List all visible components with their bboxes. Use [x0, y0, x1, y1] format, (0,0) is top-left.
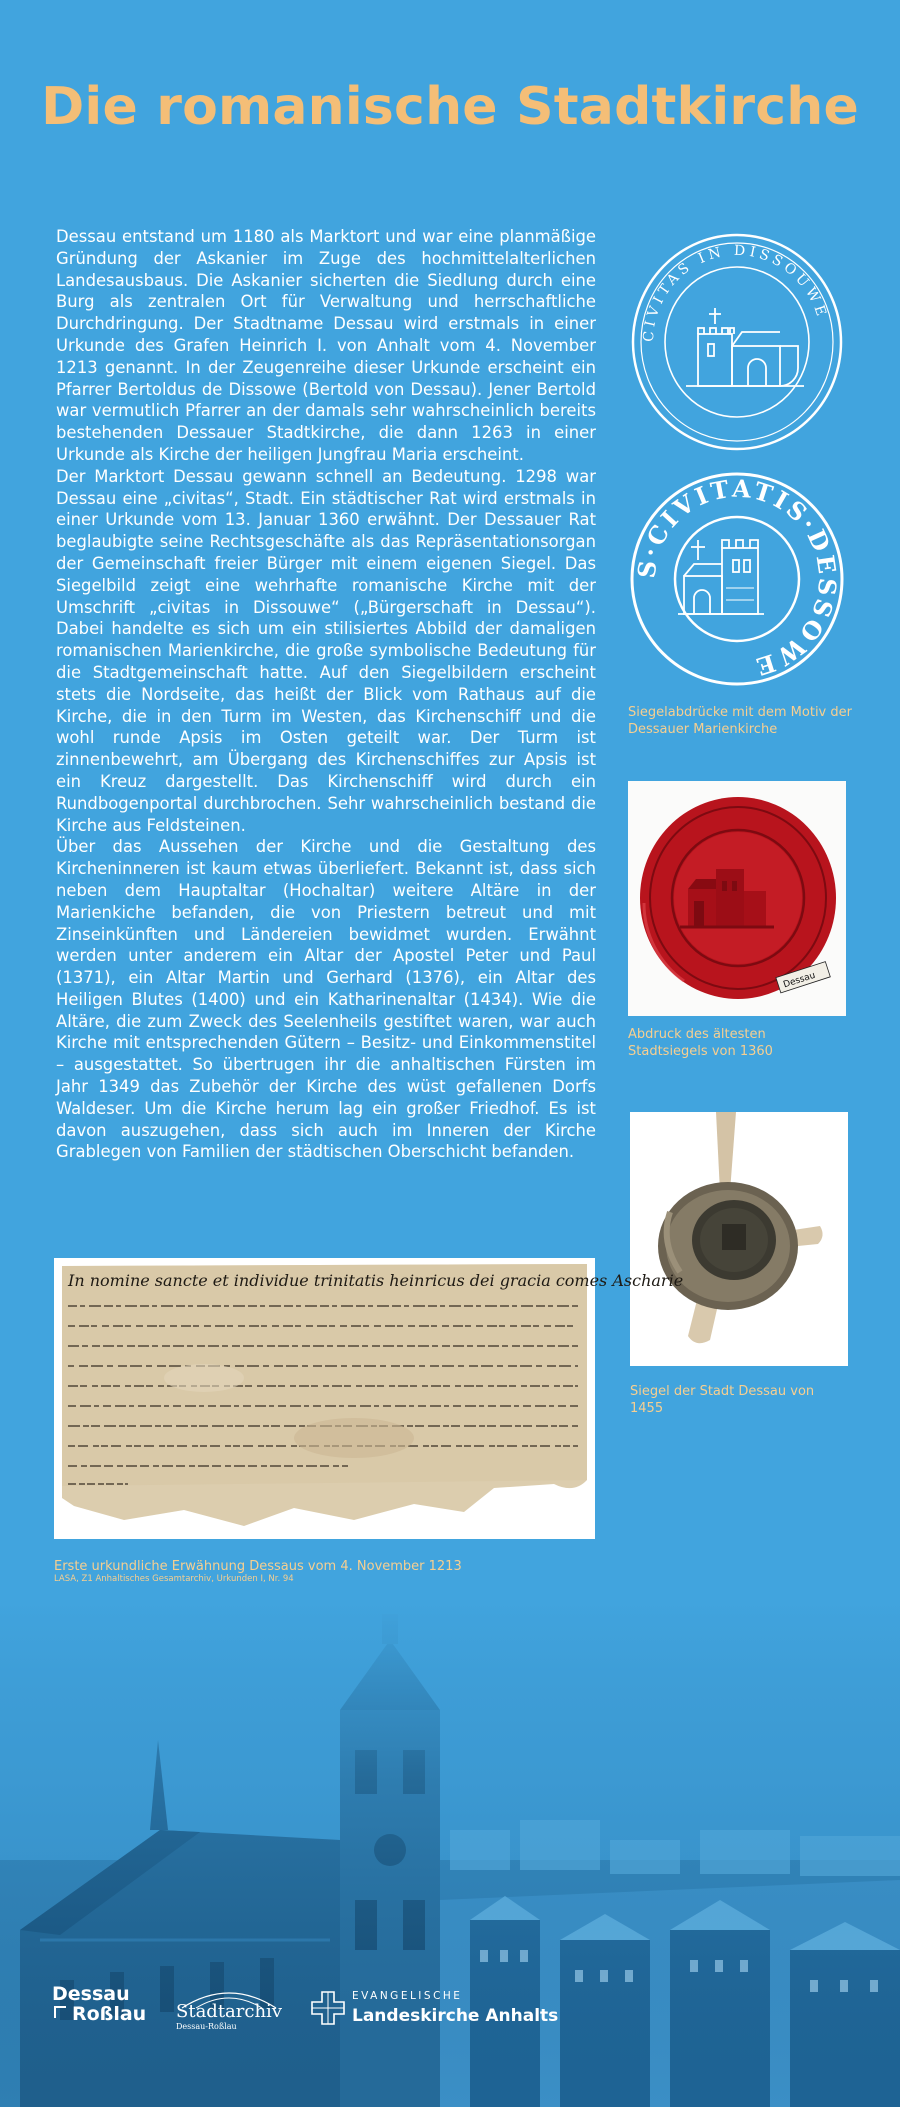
main-text	[56, 226, 596, 1163]
seal-drawing-bottom	[626, 468, 848, 690]
historic-church-photo	[0, 1600, 900, 2107]
red-seal-image	[628, 781, 846, 1016]
logo-dessau-line1: Dessau	[52, 1983, 130, 2005]
paragraph-interior: Über das Aussehen der Kirche und die Gestaltung des Kircheninneren ist kaum etwas überliefert. Bekannt ist, dass sich neben dem Hauptaltar (Hochaltar) weitere Altäre in der Marienkiche befanden, die von Priestern betreut und mit Zinseinkünften und Ländereien bewidmet wurden. Erwähnt werden unter anderem ein Altar der Apostel Peter und Paul (1371), ein Altar Martin und Gerhard (1376), ein Altar des Heiligen Blutes (1400) und ein Katharinenaltar (1434). Wie die Altäre, die zum Zweck des Seelenheils gestiftet waren, war auch Kirche mit entsprechenden Gütern – Besitz- und Einkommenstitel – ausgestattet. So übertrugen ihr die anhaltischen Fürsten im Jahr 1349 das Zubehör der Kirche des wüst gefallenen Dorfs Waldeser. Um die Kirche herum lag ein großer Friedhof. Es ist davon auszugehen, dass sich auch im Inneren der Kirche Grablegen von Familien der städtischen Oberschicht befanden.	[56, 837, 596, 1162]
stadtarchiv-sub: Dessau-Roßlau	[176, 2022, 237, 2031]
red-seal-label: Dessau	[782, 970, 817, 991]
corner-mark-icon	[54, 2006, 66, 2018]
red-seal-photo	[628, 781, 846, 1016]
charter-photo	[54, 1258, 684, 1539]
svg-text:CIVITAS IN DISSOUWE: CIVITAS IN DISSOUWE	[640, 242, 831, 343]
logo-dessau-rosslau	[52, 1984, 146, 2024]
wax-seal-caption: Siegel der Stadt Dessau von 1455	[630, 1384, 815, 1416]
page-title: Die romanische Stadtkirche	[41, 76, 859, 137]
stadtarchiv-name: Stadtarchiv	[176, 2001, 282, 2022]
seal-drawings-caption: Siegelabdrücke mit dem Motiv der Dessauer Marienkirche	[628, 705, 852, 737]
kirche-line2: Landeskirche Anhalts	[352, 2006, 559, 2026]
paragraph-civitas: Der Marktort Dessau gewann schnell an Bedeutung. 1298 war Dessau eine „civitas“, Stadt. Ein städtischer Rat wird erstmals in einer Urkunde vom 13. Januar 1360 erwähnt. Der Dessauer Rat beglaubigte seine Rechtsgeschäfte als das Repräsentationsorgan der Gemeinschaft freier Bürger mit einem eigenen Siegel. Das Siegelbild zeigt eine wehrhafte romanische Kirche mit der Umschrift „civitas in Dissouwe“ („Bürgerschaft in Dessau“). Dabei handelte es sich um ein stilisiertes Abbild der damaligen romanischen Marienkirche, die große symbolische Bedeutung für die Stadtgemeinschaft hatte. Auf den Siegelbildern erscheint stets die Nordseite, das heißt der Blick vom Rathaus auf die Kirche, die in den Turm im Westen, das Kirchenschiff und die wohl runde Apsis im Osten geteilt war. Der Turm ist zinnenbewehrt, am Übergang des Kirchenschiffes zur Apsis ist ein Kreuz dargestellt. Das Kirchenschiff wird durch ein Rundbogenportal durchbrochen. Sehr wahrscheinlich bestand die Kirche aus Feldsteinen.	[56, 466, 596, 835]
logo-dessau-line2-text: Roßlau	[72, 2003, 147, 2025]
charter-image	[54, 1258, 684, 1539]
wax-seal-image	[630, 1112, 848, 1366]
charter-first-line: In nomine sancte et individue trinitatis heinricus dei gracia comes Ascharie	[68, 1271, 684, 1290]
svg-text:S·CIVITATIS·DESSOWE: S·CIVITATIS·DESSOWE	[631, 473, 843, 683]
charter-caption: Erste urkundliche Erwähnung Dessaus vom 4. November 1213	[54, 1559, 462, 1574]
cross-icon	[310, 1990, 346, 2026]
paragraph-founding: Dessau entstand um 1180 als Marktort und war eine planmäßige Gründung der Askanier im Zuge des hochmittelalterlichen Landesausbaus. Die Askanier sicherten die Siedlung durch eine Burg als zentralen Ort für Verwaltung und herrschaftliche Durchdringung. Der Stadtname Dessau wird erstmals in einer Urkunde des Grafen Heinrich I. von Anhalt vom 4. November 1213 genannt. In der Zeugenreihe dieser Urkunde erscheint ein Pfarrer Bertoldus de Dissowe (Bertold von Dessau). Jener Bertold war vermutlich Pfarrer an der damals sehr wahrscheinlich bereits bestehenden Dessauer Stadtkirche, die dann 1263 in einer Urkunde als Kirche der heiligen Jungfrau Maria erscheint.	[56, 227, 596, 464]
kirche-line1: EVANGELISCHE	[352, 1990, 463, 2002]
logo-dessau-line2	[52, 2004, 146, 2024]
wax-seal-photo	[630, 1112, 848, 1366]
logo-stadtarchiv	[176, 1996, 282, 2032]
seal-drawing-top	[626, 228, 848, 456]
red-seal-caption: Abdruck des ältesten Stadtsiegels von 1360	[628, 1027, 773, 1059]
charter-source: LASA, Z1 Anhaltisches Gesamtarchiv, Urkunden I, Nr. 94	[54, 1574, 294, 1584]
